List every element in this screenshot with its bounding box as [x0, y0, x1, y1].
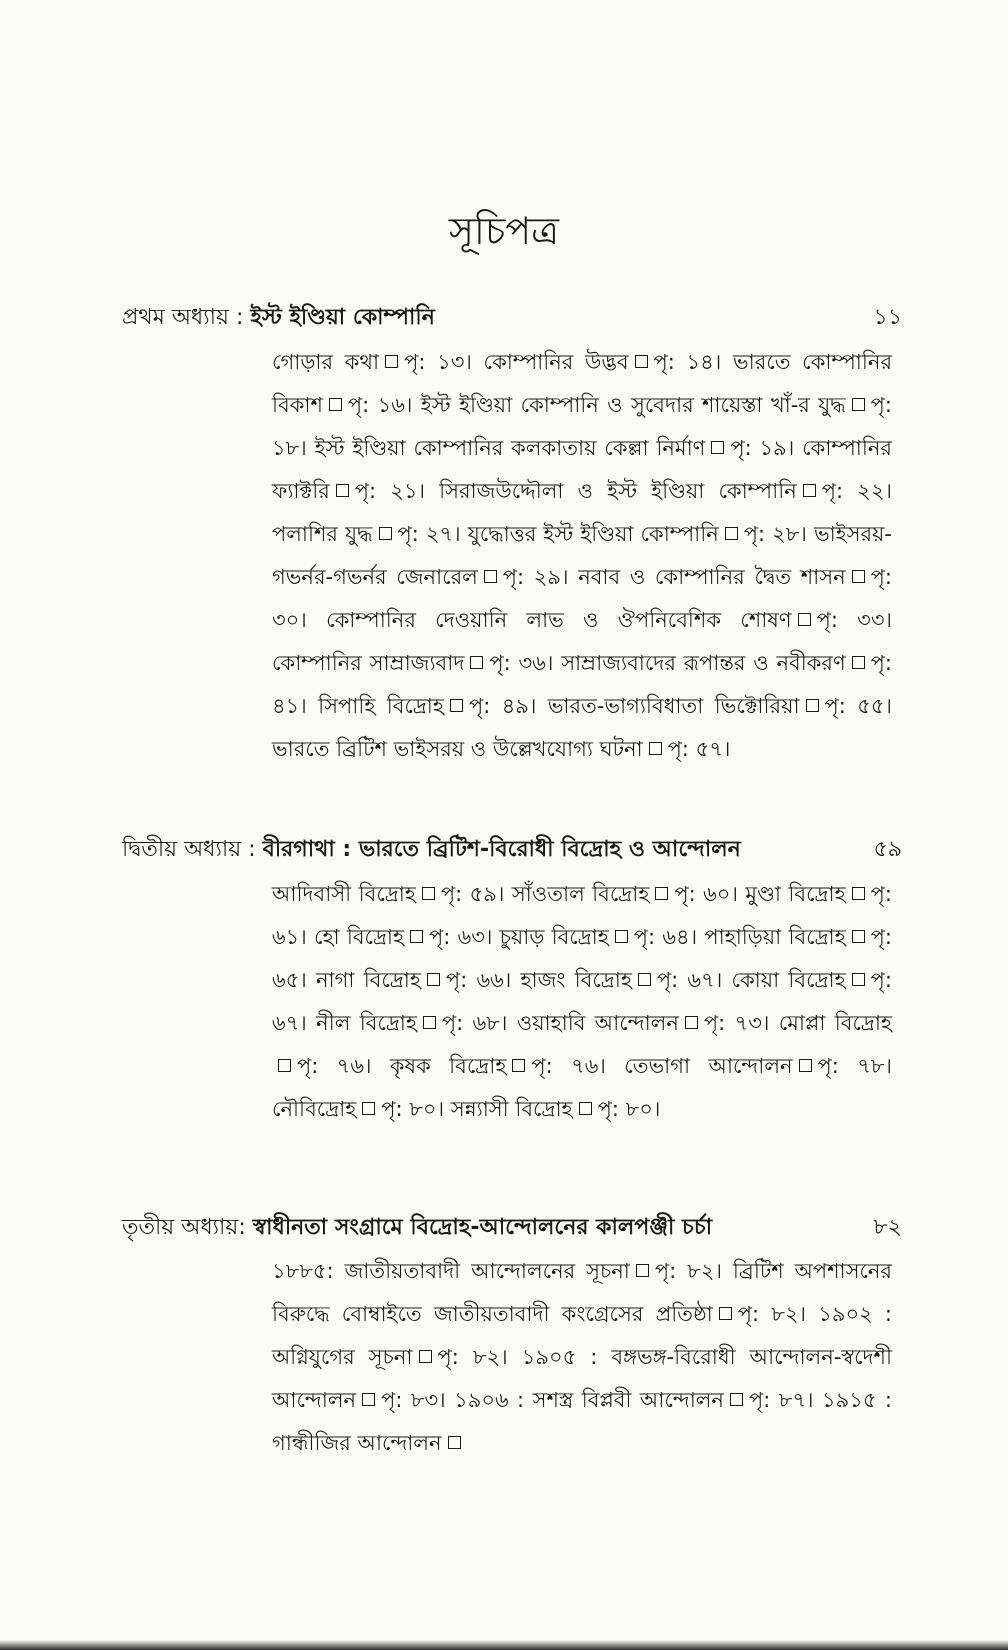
toc-entry-page: পৃ: ৬৬।	[445, 968, 512, 992]
chapter-title: ইস্ট ইণ্ডিয়া কোম্পানি	[250, 305, 435, 330]
bullet-box-icon	[423, 1016, 436, 1029]
toc-entry-title: পলাশির যুদ্ধ	[272, 522, 373, 546]
toc-entry	[517, 1011, 770, 1035]
toc-entry-page: পৃ: ১৩।	[404, 350, 472, 374]
toc-entry-page: পৃ: ৬৭।	[272, 968, 892, 1035]
toc-entry-title: আদিবাসী বিদ্রোহ	[272, 882, 416, 906]
toc-entry-title: নবাব ও কোম্পানির দ্বৈত শাসন	[578, 565, 846, 589]
toc-entry	[316, 1011, 507, 1035]
toc-entry-page: পৃ: ৭৬।	[297, 1054, 372, 1078]
toc-entry	[326, 608, 892, 632]
toc-entry-title: নৌবিদ্রোহ	[272, 1097, 357, 1121]
toc-entry-page: পৃ: ২৮।	[743, 522, 807, 546]
toc-entry-page: পৃ: ২৭।	[397, 522, 461, 546]
toc-entry	[454, 1388, 813, 1412]
toc-entry	[548, 694, 892, 718]
toc-entry-page: পৃ: ৬৭।	[656, 968, 723, 992]
toc-entry-page: পৃ: ২১।	[354, 479, 425, 503]
chapter-label: প্রথম অধ্যায় :	[122, 305, 244, 330]
toc-entry-title: ওয়াহাবি আন্দোলন	[516, 1011, 679, 1035]
toc-entry-page: পৃ: ৩০।	[272, 565, 892, 632]
bullet-box-icon	[852, 656, 865, 669]
toc-entry-page: পৃ: ২২।	[821, 479, 892, 503]
chapter-heading-3	[122, 1210, 902, 1247]
toc-entry	[272, 1097, 444, 1121]
bullet-box-icon	[649, 742, 662, 755]
toc-entry-page: পৃ: ২৯।	[502, 565, 569, 589]
toc-entry-title: মুণ্ডা বিদ্রোহ	[745, 882, 846, 906]
bullet-box-icon	[362, 1393, 375, 1406]
bullet-box-icon	[379, 527, 392, 540]
toc-entry-page: পৃ: ৬৮।	[441, 1011, 508, 1035]
toc-entry-title: ১৮৮৫: জাতীয়তাবাদী আন্দোলনের সূচনা	[272, 1259, 630, 1283]
toc-entry-page: পৃ: ১৮।	[272, 393, 893, 460]
toc-entry-page: পৃ: ৩৬।	[489, 651, 554, 675]
bullet-box-icon	[711, 441, 724, 454]
toc-entry-page: পৃ: ৪১।	[272, 651, 893, 718]
toc-entry	[318, 694, 536, 718]
chapter-page-number: ৫৯	[873, 837, 902, 862]
bullet-box-icon	[798, 613, 811, 626]
bullet-box-icon	[579, 1102, 592, 1115]
bullet-box-icon	[806, 699, 819, 712]
toc-entry	[624, 1054, 892, 1078]
bullet-box-icon	[685, 1016, 698, 1029]
toc-entry	[512, 882, 738, 906]
toc-entry	[439, 479, 892, 503]
toc-entry-page: পৃ: ১৪।	[653, 350, 722, 374]
toc-entry-page: পৃ: ৬১।	[272, 882, 892, 949]
bullet-box-icon	[470, 656, 483, 669]
toc-entry-page: পৃ: ৫৫।	[824, 694, 892, 718]
toc-entry-title: কোম্পানির ফ্যাক্টরি	[272, 436, 892, 503]
toc-entry	[500, 925, 698, 949]
bullet-box-icon	[730, 1393, 743, 1406]
toc-entry-page: পৃ: ৬০।	[674, 882, 738, 906]
toc-entry-title: হাজং বিদ্রোহ	[520, 968, 632, 992]
toc-entry-page: পৃ: ১৬।	[347, 393, 413, 417]
bullet-box-icon	[852, 930, 865, 943]
toc-entry-page: পৃ: ৮২।	[437, 1345, 508, 1369]
toc-entry-page: পৃ: ৭৩।	[703, 1011, 770, 1035]
toc-entry-title: ১৯১৫ : গান্ধীজির আন্দোলন	[272, 1388, 892, 1455]
toc-entry-page: পৃ: ৫৭।	[667, 737, 731, 761]
toc-entry	[484, 350, 722, 374]
bullet-box-icon	[803, 484, 816, 497]
bullet-box-icon	[385, 355, 398, 368]
chapter-heading-1	[122, 300, 902, 337]
toc-entry-title: ইস্ট ইণ্ডিয়া কোম্পানির কলকাতায় কেল্লা নির্মাণ	[314, 436, 706, 460]
toc-entry-page: পৃ: ৮৭।	[748, 1388, 814, 1412]
toc-entry-page: পৃ: ৫৯।	[440, 882, 505, 906]
toc-entry-title: ১৯০৫ : বঙ্গভঙ্গ-বিরোধী আন্দোলন-স্বদেশী আন্দোলন	[272, 1345, 892, 1412]
toc-entry-title: সিপাহি বিদ্রোহ	[318, 694, 444, 718]
toc-entry-page: পৃ: ৮০।	[597, 1097, 661, 1121]
toc-entry	[390, 1054, 606, 1078]
chapter-page-number: ৮২	[873, 1215, 902, 1240]
toc-entry	[451, 1097, 661, 1121]
toc-entry-page: পৃ: ১৯।	[730, 436, 795, 460]
toc-entry	[315, 436, 795, 460]
bullet-box-icon	[725, 527, 738, 540]
bullet-box-icon	[448, 1436, 461, 1449]
toc-entry-title: চুয়াড় বিদ্রোহ	[499, 925, 609, 949]
bullet-box-icon	[484, 570, 497, 583]
page-edge-shadow	[0, 1640, 1008, 1650]
toc-entry-title: সন্ন্যাসী বিদ্রোহ	[450, 1097, 573, 1121]
bullet-box-icon	[410, 930, 423, 943]
toc-entry-title: নীল বিদ্রোহ	[316, 1011, 417, 1035]
toc-entry	[316, 968, 511, 992]
toc-entry	[272, 1259, 722, 1283]
toc-entry	[272, 350, 472, 374]
chapter-entries-3	[272, 1250, 892, 1465]
chapter-entries-1	[272, 341, 892, 771]
toc-entry	[521, 968, 723, 992]
toc-entry	[314, 925, 492, 949]
toc-entry-title: মোপ্লা বিদ্রোহ	[778, 1011, 892, 1035]
toc-entry-title: যুদ্ধোত্তর ইস্ট ইণ্ডিয়া কোম্পানি	[467, 522, 719, 546]
toc-entry-title: নাগা বিদ্রোহ	[316, 968, 421, 992]
chapter-entries-2	[272, 873, 892, 1131]
toc-entry-title: ১৯০৬ : সশস্ত্র বিপ্লবী আন্দোলন	[454, 1388, 724, 1412]
toc-entry-title: ব্রিটিশ অপশাসনের বিরুদ্ধে বোম্বাইতে জাতীয়তাবাদী কংগ্রেসের প্রতিষ্ঠা	[272, 1259, 892, 1326]
toc-entry-title: ভাইসরয়-গভর্নর-গভর্নর জেনারেল	[272, 522, 892, 589]
bullet-box-icon	[427, 973, 440, 986]
toc-entry	[272, 522, 461, 546]
toc-entry-title: কৃষক বিদ্রোহ	[389, 1054, 507, 1078]
bullet-box-icon	[799, 1059, 812, 1072]
toc-entry-page: পৃ: ৬৩।	[429, 925, 493, 949]
bullet-box-icon	[852, 887, 865, 900]
toc-entry-title: ইস্ট ইণ্ডিয়া কোম্পানি ও সুবেদার শায়েস্তা খাঁ-র যুদ্ধ	[420, 393, 846, 417]
bullet-box-icon	[336, 484, 349, 497]
toc-entry-title: সিরাজউদ্দৌলা ও ইস্ট ইণ্ডিয়া কোম্পানি	[439, 479, 797, 503]
toc-entry-title: ১৯০২ : অগ্নিযুগের সূচনা	[272, 1302, 893, 1369]
toc-entry	[272, 882, 504, 906]
bullet-box-icon	[852, 570, 865, 583]
toc-entry	[468, 522, 807, 546]
bullet-box-icon	[329, 398, 342, 411]
toc-entry-page: পৃ: ৭৬।	[531, 1054, 606, 1078]
toc-entry-title: সাম্রাজ্যবাদের রূপান্তর ও নবীকরণ	[561, 651, 846, 675]
toc-entry-title: কোম্পানির উদ্ভব	[483, 350, 629, 374]
bullet-box-icon	[852, 398, 865, 411]
bullet-box-icon	[719, 1307, 732, 1320]
chapter-label: তৃতীয় অধ্যায়:	[122, 1215, 246, 1240]
toc-entry-title: গোড়ার কথা	[272, 350, 380, 374]
toc-entry-title: ভারত-ভাগ্যবিধাতা ভিক্টোরিয়া	[547, 694, 800, 718]
bullet-box-icon	[655, 887, 668, 900]
toc-entry-title: ভারতে ব্রিটিশ ভাইসরয় ও উল্লেখযোগ্য ঘটনা	[272, 737, 643, 761]
toc-entry-page: পৃ: ৪৯।	[468, 694, 537, 718]
bullet-box-icon	[512, 1059, 525, 1072]
bullet-box-icon	[615, 930, 628, 943]
bullet-box-icon	[635, 355, 648, 368]
toc-entry-title: কোয়া বিদ্রোহ	[731, 968, 846, 992]
bullet-box-icon	[419, 1350, 432, 1363]
toc-entry-title: সাঁওতাল বিদ্রোহ	[511, 882, 650, 906]
bullet-box-icon	[638, 973, 651, 986]
bullet-box-icon	[278, 1059, 291, 1072]
chapter-title: স্বাধীনতা সংগ্রামে বিদ্রোহ-আন্দোলনের কালপঞ্জী চর্চা	[252, 1215, 713, 1240]
bullet-box-icon	[852, 973, 865, 986]
toc-entry	[272, 651, 553, 675]
toc-entry-title: ভারতে কোম্পানির বিকাশ	[272, 350, 892, 417]
bullet-box-icon	[362, 1102, 375, 1115]
bullet-box-icon	[450, 699, 463, 712]
toc-entry-title: কোম্পানির দেওয়ানি লাভ ও ঔপনিবেশিক শোষণ	[326, 608, 792, 632]
chapter-title: বীরগাথা : ভারতে ব্রিটিশ-বিরোধী বিদ্রোহ ও আন্দোলন	[262, 837, 741, 862]
toc-entry-page: পৃ: ৮০।	[381, 1097, 445, 1121]
toc-entry-page: পৃ: ৮৩।	[381, 1388, 446, 1412]
toc-entry-page: পৃ: ৩৩।	[816, 608, 892, 632]
toc-entry-page: পৃ: ৬৫।	[272, 925, 893, 992]
chapter-page-number: ১১	[873, 305, 902, 330]
toc-entry-page: পৃ: ৭৮।	[817, 1054, 892, 1078]
toc-entry-title: হো বিদ্রোহ	[314, 925, 405, 949]
page-title: সূচিপত্র	[448, 209, 560, 253]
toc-entry-page: পৃ: ৮২।	[654, 1259, 722, 1283]
toc-entry-page: পৃ: ৮২।	[737, 1302, 807, 1326]
bullet-box-icon	[636, 1264, 649, 1277]
chapter-label: দ্বিতীয় অধ্যায় :	[122, 837, 256, 862]
bullet-box-icon	[422, 887, 435, 900]
chapter-heading-2	[122, 832, 902, 869]
toc-entry-title: তেভাগা আন্দোলন	[624, 1054, 793, 1078]
toc-entry-title: পাহাড়িয়া বিদ্রোহ	[704, 925, 846, 949]
toc-entry-page: পৃ: ৬৪।	[633, 925, 698, 949]
toc-entry	[272, 737, 730, 761]
toc-entry-title: কোম্পানির সাম্রাজ্যবাদ	[272, 651, 465, 675]
